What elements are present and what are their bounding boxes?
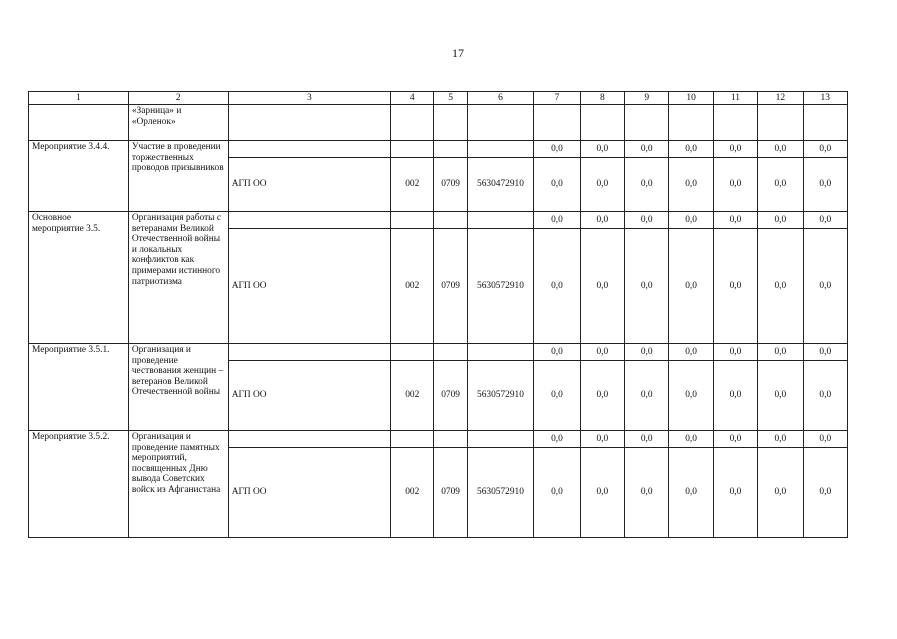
empty-cell — [391, 212, 434, 229]
value-cell: 0,0 — [803, 361, 847, 431]
value-cell: 0,0 — [625, 431, 669, 448]
event-name: Мероприятие 3.5.1. — [29, 344, 129, 431]
column-number: 4 — [391, 92, 434, 105]
value-cell: 0,0 — [580, 158, 624, 212]
value-cell: 0,0 — [758, 141, 803, 158]
value-cell: 0,0 — [625, 141, 669, 158]
value-cell: 0,0 — [580, 229, 624, 344]
event-total-row — [29, 431, 848, 448]
column-number: 6 — [467, 92, 534, 105]
grbs-code: 002 — [391, 158, 434, 212]
column-number: 9 — [625, 92, 669, 105]
value-cell: 0,0 — [713, 361, 757, 431]
value-cell: 0,0 — [713, 141, 757, 158]
grbs-code: 002 — [391, 361, 434, 431]
value-cell: 0,0 — [534, 229, 580, 344]
value-cell: 0,0 — [758, 361, 803, 431]
rzpr-code: 0709 — [434, 448, 467, 538]
value-cell: 0,0 — [713, 229, 757, 344]
executor-cell: АГП ОО — [228, 158, 390, 212]
value-cell: 0,0 — [669, 361, 713, 431]
grbs-code: 002 — [391, 448, 434, 538]
value-cell: 0,0 — [580, 344, 624, 361]
empty-cell — [391, 344, 434, 361]
column-number: 2 — [128, 92, 228, 105]
empty-cell — [228, 344, 390, 361]
empty-cell — [467, 105, 534, 141]
csr-code: 5630572910 — [467, 361, 534, 431]
value-cell: 0,0 — [669, 448, 713, 538]
rzpr-code: 0709 — [434, 229, 467, 344]
empty-cell — [669, 105, 713, 141]
value-cell: 0,0 — [713, 212, 757, 229]
event-name: Мероприятие 3.5.2. — [29, 431, 129, 538]
empty-cell — [434, 431, 467, 448]
value-cell: 0,0 — [625, 344, 669, 361]
event-description: Организация и проведение памятных мероприятий, посвященных Дню вывода Советских войск из Афганистана — [128, 431, 228, 538]
executor-cell: АГП ОО — [228, 229, 390, 344]
column-number: 12 — [758, 92, 803, 105]
value-cell: 0,0 — [713, 431, 757, 448]
event-description: Организация и проведение чествования женщин – ветеранов Великой Отечественной войны — [128, 344, 228, 431]
event-name: Мероприятие 3.4.4. — [29, 141, 129, 212]
value-cell: 0,0 — [669, 212, 713, 229]
empty-cell — [534, 105, 580, 141]
value-cell: 0,0 — [803, 141, 847, 158]
empty-cell — [228, 431, 390, 448]
csr-code: 5630572910 — [467, 448, 534, 538]
value-cell: 0,0 — [713, 344, 757, 361]
page-number: 17 — [452, 46, 464, 60]
column-number: 5 — [434, 92, 467, 105]
empty-cell — [391, 141, 434, 158]
empty-cell — [758, 105, 803, 141]
value-cell: 0,0 — [803, 158, 847, 212]
empty-cell — [391, 105, 434, 141]
description-cell: «Зарница» и «Орленок» — [128, 105, 228, 141]
empty-cell — [228, 105, 390, 141]
column-number: 3 — [228, 92, 390, 105]
value-cell: 0,0 — [669, 158, 713, 212]
rzpr-code: 0709 — [434, 158, 467, 212]
value-cell: 0,0 — [803, 229, 847, 344]
value-cell: 0,0 — [534, 361, 580, 431]
empty-cell — [467, 431, 534, 448]
value-cell: 0,0 — [580, 141, 624, 158]
rzpr-code: 0709 — [434, 361, 467, 431]
column-number: 11 — [713, 92, 757, 105]
value-cell: 0,0 — [580, 361, 624, 431]
empty-cell — [803, 105, 847, 141]
event-name: Основное мероприятие 3.5. — [29, 212, 129, 344]
empty-cell — [434, 212, 467, 229]
column-number: 1 — [29, 92, 129, 105]
value-cell: 0,0 — [534, 212, 580, 229]
value-cell: 0,0 — [625, 158, 669, 212]
value-cell: 0,0 — [625, 229, 669, 344]
value-cell: 0,0 — [758, 344, 803, 361]
budget-table — [28, 91, 848, 538]
column-number: 13 — [803, 92, 847, 105]
event-total-row — [29, 344, 848, 361]
value-cell: 0,0 — [625, 212, 669, 229]
grbs-code: 002 — [391, 229, 434, 344]
empty-cell — [434, 105, 467, 141]
empty-cell — [434, 141, 467, 158]
value-cell: 0,0 — [758, 229, 803, 344]
value-cell: 0,0 — [669, 229, 713, 344]
value-cell: 0,0 — [625, 361, 669, 431]
empty-cell — [467, 344, 534, 361]
value-cell: 0,0 — [713, 158, 757, 212]
empty-cell — [228, 212, 390, 229]
event-total-row — [29, 141, 848, 158]
value-cell: 0,0 — [534, 141, 580, 158]
continuation-row — [29, 105, 848, 141]
value-cell: 0,0 — [669, 431, 713, 448]
value-cell: 0,0 — [669, 344, 713, 361]
csr-code: 5630472910 — [467, 158, 534, 212]
column-number: 8 — [580, 92, 624, 105]
empty-cell — [625, 105, 669, 141]
event-description: Участие в проведении торжественных проводов призывников — [128, 141, 228, 212]
value-cell: 0,0 — [803, 212, 847, 229]
value-cell: 0,0 — [758, 158, 803, 212]
value-cell: 0,0 — [758, 448, 803, 538]
value-cell: 0,0 — [580, 431, 624, 448]
value-cell: 0,0 — [534, 431, 580, 448]
value-cell: 0,0 — [669, 141, 713, 158]
empty-cell — [391, 431, 434, 448]
value-cell: 0,0 — [534, 158, 580, 212]
csr-code: 5630572910 — [467, 229, 534, 344]
header-row — [29, 92, 848, 105]
column-number: 7 — [534, 92, 580, 105]
executor-cell: АГП ОО — [228, 448, 390, 538]
value-cell: 0,0 — [803, 448, 847, 538]
empty-cell — [580, 105, 624, 141]
event-cell — [29, 105, 129, 141]
event-total-row — [29, 212, 848, 229]
value-cell: 0,0 — [534, 448, 580, 538]
value-cell: 0,0 — [803, 431, 847, 448]
value-cell: 0,0 — [580, 448, 624, 538]
value-cell: 0,0 — [758, 212, 803, 229]
value-cell: 0,0 — [580, 212, 624, 229]
empty-cell — [467, 141, 534, 158]
value-cell: 0,0 — [713, 448, 757, 538]
empty-cell — [228, 141, 390, 158]
empty-cell — [434, 344, 467, 361]
value-cell: 0,0 — [758, 431, 803, 448]
empty-cell — [713, 105, 757, 141]
value-cell: 0,0 — [625, 448, 669, 538]
value-cell: 0,0 — [803, 344, 847, 361]
event-description: Организация работы с ветеранами Великой Отечественной войны и локальных конфликтов как примерами истинного патриотизма — [128, 212, 228, 344]
executor-cell: АГП ОО — [228, 361, 390, 431]
column-number: 10 — [669, 92, 713, 105]
value-cell: 0,0 — [534, 344, 580, 361]
empty-cell — [467, 212, 534, 229]
